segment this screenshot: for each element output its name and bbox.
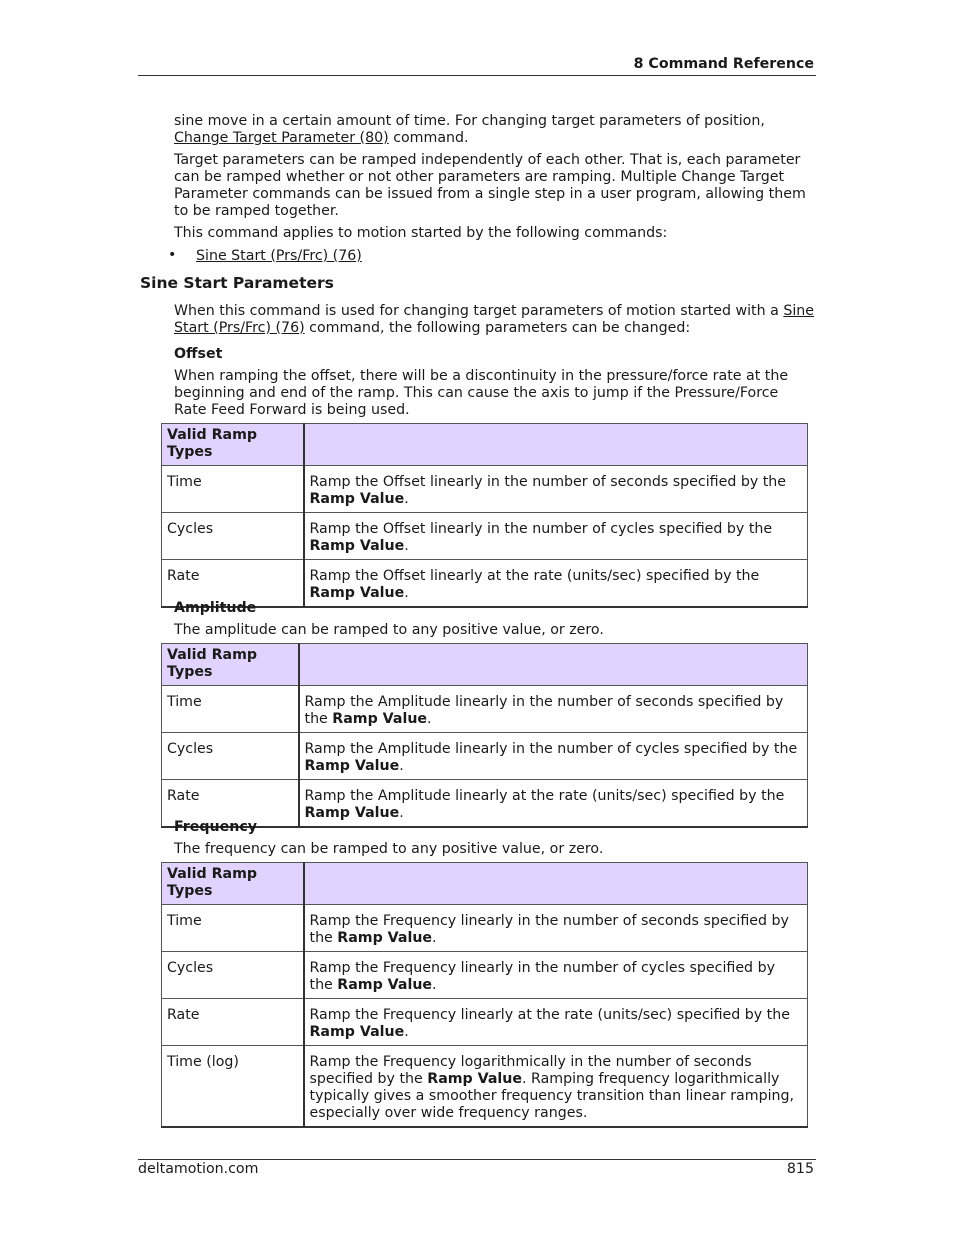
footer-rule [138,1159,816,1160]
frequency-description: The frequency can be ramped to any positive value, or zero. [174,841,604,857]
table-row [162,905,808,952]
ramp-type-cell: Time [162,466,304,513]
ramp-description-cell [304,466,808,513]
change-target-parameter-link[interactable]: Change Target Parameter (80) [174,130,389,146]
description-text: Ramp the Offset linearly in the number of seconds specified by the [309,474,787,490]
table-row [162,513,808,560]
amplitude-title: Amplitude [174,600,257,616]
bullet-dot-icon: • [168,247,177,263]
section-intro [174,303,814,337]
section-title: Sine Start Parameters [140,274,334,292]
description-text: Ramp the Frequency linearly at the rate (units/sec) specified by the [309,1007,790,1023]
description-text: Ramp the Amplitude linearly in the number of seconds specified by the [304,694,784,727]
description-end: . [427,711,432,727]
ramp-type-cell: Time (log) [162,1046,304,1128]
footer-page-number: 815 [786,1161,814,1177]
ramp-type-cell: Rate [162,560,304,608]
description-text: Ramp the Frequency logarithmically in the number of seconds specified by the [309,1054,752,1087]
ramp-type-cell: Cycles [162,513,304,560]
section-intro-post: command, the following parameters can be changed: [304,320,691,336]
section-intro-pre: When this command is used for changing target parameters of motion started with a [174,303,784,319]
header-cell-blank [304,424,808,466]
ramp-type-cell: Cycles [162,733,299,780]
ramp-type-cell: Cycles [162,952,304,999]
ramp-value-term: Ramp Value [337,977,433,993]
table-row [162,952,808,999]
description-end: . [404,491,409,507]
header-rule [138,75,816,76]
ramp-description-cell [304,905,808,952]
intro-p1-text: sine move in a certain amount of time. For changing target parameters of position, [174,113,765,129]
intro-paragraph-3: This command applies to motion started by the following commands: [174,225,668,241]
header-cell-blank [304,863,808,905]
ramp-value-term: Ramp Value [309,585,405,601]
intro-paragraph-1 [174,113,814,147]
table-row [162,999,808,1046]
intro-paragraph-2: Target parameters can be ramped independently of each other. That is, each parameter can be ramped whether or not other parameters are ramping. Multiple Change Target Parameter commands can be issued from a single step in a user program, allowing them to be ramped together. [174,152,806,219]
description-end: . [432,930,437,946]
intro-p1-tail: command. [388,130,469,146]
ramp-description-cell [299,686,808,733]
ramp-type-cell: Time [162,905,304,952]
page-header-title: 8 Command Reference [633,56,814,72]
ramp-value-term: Ramp Value [309,538,405,554]
description-text: Ramp the Frequency linearly in the number of seconds specified by the [309,913,789,946]
ramp-type-cell: Rate [162,999,304,1046]
ramp-description-cell [304,560,808,608]
table-header-row [162,424,808,466]
table-row [162,560,808,608]
table-row [162,466,808,513]
table-row [162,733,808,780]
ramp-description-cell [304,999,808,1046]
ramp-value-term: Ramp Value [304,758,400,774]
ramp-description-cell [304,952,808,999]
description-text: Ramp the Offset linearly in the number of cycles specified by the [309,521,773,537]
description-end: . [404,1024,409,1040]
ramp-value-term: Ramp Value [427,1071,523,1087]
sine-start-bullet-link[interactable]: Sine Start (Prs/Frc) (76) [196,248,362,264]
ramp-description-cell [304,513,808,560]
ramp-description-cell [304,1046,808,1128]
section-sine-start-link[interactable]: Sine Start (Prs/Frc) (76) [174,303,814,336]
ramp-description-cell [299,733,808,780]
offset-title: Offset [174,346,223,362]
description-text: Ramp the Amplitude linearly at the rate (units/sec) specified by the [304,788,785,804]
description-text: Ramp the Frequency linearly in the number of cycles specified by the [309,960,775,993]
header-cell-ramp-types: Valid Ramp Types [162,644,299,686]
ramp-description-cell [299,780,808,828]
table-row [162,686,808,733]
amplitude-ramp-table [161,643,808,828]
ramp-value-term: Ramp Value [309,1024,405,1040]
footer-site: deltamotion.com [138,1161,259,1177]
offset-description: When ramping the offset, there will be a discontinuity in the pressure/force rate at the beginning and end of the ramp. This can cause the axis to jump if the Pressure/Force Rate Feed Forward is being used. [174,368,789,418]
frequency-title: Frequency [174,819,258,835]
table-row [162,780,808,828]
ramp-type-cell: Time [162,686,299,733]
description-text: Ramp the Offset linearly at the rate (units/sec) specified by the [309,568,760,584]
description-end: . [404,538,409,554]
description-end: . [404,585,409,601]
description-end: . Ramping frequency logarithmically typically gives a smoother frequency transition than linear ramping, especially over wide frequency ranges. [309,1071,795,1121]
header-cell-blank [299,644,808,686]
description-end: . [432,977,437,993]
header-cell-ramp-types: Valid Ramp Types [162,424,304,466]
description-end: . [399,805,404,821]
ramp-value-term: Ramp Value [337,930,433,946]
ramp-value-term: Ramp Value [309,491,405,507]
description-end: . [399,758,404,774]
amplitude-description: The amplitude can be ramped to any positive value, or zero. [174,622,604,638]
table-row [162,1046,808,1128]
ramp-value-term: Ramp Value [304,805,400,821]
table-header-row [162,863,808,905]
ramp-type-cell: Rate [162,780,299,828]
header-cell-ramp-types: Valid Ramp Types [162,863,304,905]
ramp-value-term: Ramp Value [332,711,428,727]
table-header-row [162,644,808,686]
frequency-ramp-table [161,862,808,1128]
offset-ramp-table [161,423,808,608]
description-text: Ramp the Amplitude linearly in the number of cycles specified by the [304,741,798,757]
